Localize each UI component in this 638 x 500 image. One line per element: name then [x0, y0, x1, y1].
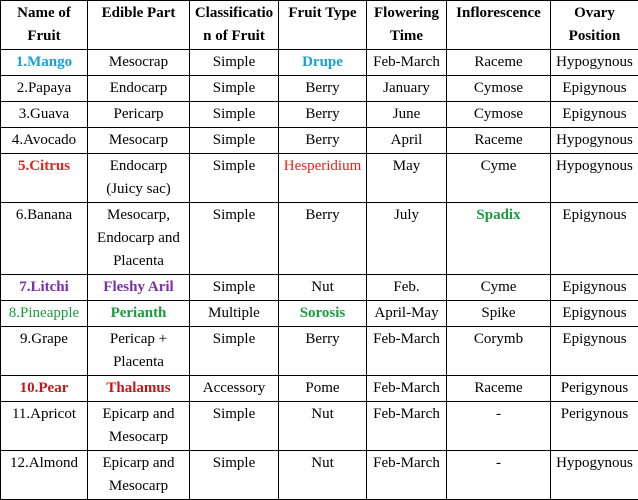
cell-edible-part: Perianth	[88, 301, 190, 327]
cell-fruit-name: 12.Almond	[1, 451, 88, 500]
cell-fruit-name: 1.Mango	[1, 50, 88, 76]
cell-classification: Simple	[190, 76, 279, 102]
cell-classification: Simple	[190, 50, 279, 76]
cell-ovary-position: Hypogynous	[551, 451, 638, 500]
cell-inflorescence: Cymose	[447, 76, 551, 102]
table-row	[1, 128, 638, 154]
cell-edible-part: Mesocarp, Endocarp and Placenta	[88, 203, 190, 275]
cell-edible-part: Pericarp	[88, 102, 190, 128]
cell-flowering-time: Feb-March	[367, 451, 447, 500]
cell-fruit-type: Drupe	[279, 50, 367, 76]
cell-ovary-position: Hypogynous	[551, 154, 638, 203]
cell-edible-part: Mesocrap	[88, 50, 190, 76]
cell-inflorescence: Raceme	[447, 128, 551, 154]
cell-fruit-name: 11.Apricot	[1, 402, 88, 451]
cell-edible-part: Endocarp (Juicy sac)	[88, 154, 190, 203]
cell-fruit-name: 4.Avocado	[1, 128, 88, 154]
table-row	[1, 102, 638, 128]
table-row	[1, 402, 638, 451]
header-ovary-position: Ovary Position	[551, 1, 638, 50]
cell-fruit-type: Hesperidium	[279, 154, 367, 203]
cell-fruit-type: Berry	[279, 128, 367, 154]
cell-edible-part: Pericap + Placenta	[88, 327, 190, 376]
cell-classification: Accessory	[190, 376, 279, 402]
cell-inflorescence: Raceme	[447, 50, 551, 76]
cell-flowering-time: January	[367, 76, 447, 102]
cell-flowering-time: Feb-March	[367, 327, 447, 376]
table-row	[1, 376, 638, 402]
cell-ovary-position: Epigynous	[551, 275, 638, 301]
cell-edible-part: Epicarp and Mesocarp	[88, 402, 190, 451]
cell-fruit-type: Berry	[279, 327, 367, 376]
cell-ovary-position: Hypogynous	[551, 50, 638, 76]
header-flowering-time: Flowering Time	[367, 1, 447, 50]
cell-classification: Simple	[190, 451, 279, 500]
cell-inflorescence: Cyme	[447, 154, 551, 203]
cell-edible-part: Thalamus	[88, 376, 190, 402]
cell-inflorescence: -	[447, 402, 551, 451]
cell-classification: Simple	[190, 402, 279, 451]
cell-edible-part: Endocarp	[88, 76, 190, 102]
table-row	[1, 301, 638, 327]
cell-fruit-type: Pome	[279, 376, 367, 402]
cell-fruit-type: Sorosis	[279, 301, 367, 327]
cell-ovary-position: Epigynous	[551, 203, 638, 275]
cell-fruit-type: Nut	[279, 402, 367, 451]
cell-inflorescence: Cymose	[447, 102, 551, 128]
cell-fruit-name: 2.Papaya	[1, 76, 88, 102]
cell-classification: Multiple	[190, 301, 279, 327]
cell-flowering-time: Feb-March	[367, 376, 447, 402]
cell-ovary-position: Epigynous	[551, 102, 638, 128]
cell-ovary-position: Perigynous	[551, 402, 638, 451]
cell-fruit-type: Berry	[279, 76, 367, 102]
cell-flowering-time: April-May	[367, 301, 447, 327]
header-classification: Classification of Fruit	[190, 1, 279, 50]
cell-fruit-name: 3.Guava	[1, 102, 88, 128]
cell-classification: Simple	[190, 275, 279, 301]
cell-ovary-position: Perigynous	[551, 376, 638, 402]
cell-fruit-name: 9.Grape	[1, 327, 88, 376]
cell-edible-part: Fleshy Aril	[88, 275, 190, 301]
cell-fruit-type: Nut	[279, 451, 367, 500]
cell-fruit-type: Nut	[279, 275, 367, 301]
cell-classification: Simple	[190, 327, 279, 376]
table-row	[1, 50, 638, 76]
cell-fruit-name: 5.Citrus	[1, 154, 88, 203]
header-row	[1, 1, 638, 50]
header-edible-part: Edible Part	[88, 1, 190, 50]
cell-classification: Simple	[190, 203, 279, 275]
cell-inflorescence: Spike	[447, 301, 551, 327]
cell-fruit-name: 10.Pear	[1, 376, 88, 402]
cell-flowering-time: Feb-March	[367, 402, 447, 451]
table-row	[1, 76, 638, 102]
table-row	[1, 451, 638, 500]
header-name: Name of Fruit	[1, 1, 88, 50]
cell-inflorescence: -	[447, 451, 551, 500]
cell-inflorescence: Cyme	[447, 275, 551, 301]
cell-edible-part: Mesocarp	[88, 128, 190, 154]
cell-ovary-position: Epigynous	[551, 301, 638, 327]
cell-inflorescence: Corymb	[447, 327, 551, 376]
table-row	[1, 275, 638, 301]
cell-fruit-name: 6.Banana	[1, 203, 88, 275]
table-row	[1, 203, 638, 275]
cell-fruit-type: Berry	[279, 203, 367, 275]
cell-flowering-time: May	[367, 154, 447, 203]
cell-ovary-position: Epigynous	[551, 327, 638, 376]
cell-flowering-time: Feb.	[367, 275, 447, 301]
cell-fruit-name: 7.Litchi	[1, 275, 88, 301]
cell-fruit-type: Berry	[279, 102, 367, 128]
cell-flowering-time: July	[367, 203, 447, 275]
cell-edible-part: Epicarp and Mesocarp	[88, 451, 190, 500]
header-fruit-type: Fruit Type	[279, 1, 367, 50]
cell-flowering-time: April	[367, 128, 447, 154]
cell-classification: Simple	[190, 154, 279, 203]
table-row	[1, 327, 638, 376]
cell-flowering-time: June	[367, 102, 447, 128]
header-inflorescence: Inflorescence	[447, 1, 551, 50]
cell-classification: Simple	[190, 102, 279, 128]
cell-inflorescence: Raceme	[447, 376, 551, 402]
cell-ovary-position: Hypogynous	[551, 128, 638, 154]
cell-ovary-position: Epigynous	[551, 76, 638, 102]
cell-fruit-name: 8.Pineapple	[1, 301, 88, 327]
cell-inflorescence: Spadix	[447, 203, 551, 275]
cell-classification: Simple	[190, 128, 279, 154]
cell-flowering-time: Feb-March	[367, 50, 447, 76]
table-row	[1, 154, 638, 203]
